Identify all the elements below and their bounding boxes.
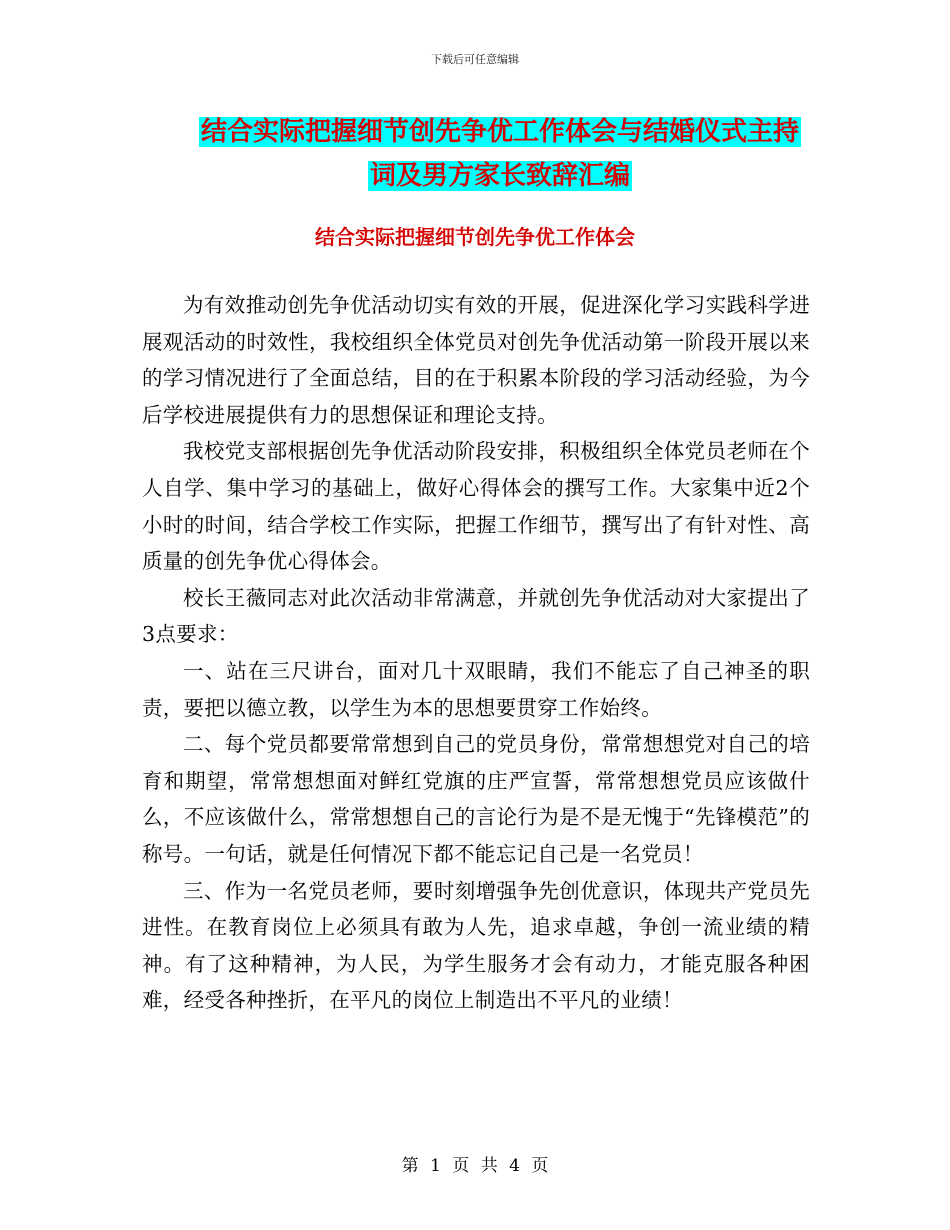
document-body <box>142 287 810 1019</box>
document-title-line-2: 词及男方家长致辞汇编 <box>369 161 630 191</box>
section-title: 结合实际把握细节创先争优工作体会 <box>315 225 635 249</box>
page-header-note: 下载后可任意编辑 <box>431 53 519 66</box>
paragraph: 二、每个党员都要常常想到自己的党员身份，常常想想党对自己的培育和期望，常常想想面对鲜红党旗的庄严宣誓，常常想想党员应该做什么，不应该做什么，常常想想自己的言论行为是不是无愧于“先锋模范”的称号。一句话，就是任何情况下都不能忘记自己是一名党员！ <box>142 732 810 866</box>
page-number-footer: 第 1 页 共 4 页 <box>401 1156 549 1176</box>
paragraph: 三、作为一名党员老师，要时刻增强争先创优意识，体现共产党员先进性。在教育岗位上必须具有敢为人先，追求卓越，争创一流业绩的精神。有了这种精神，为人民，为学生服务才会有动力，才能克服各种困难，经受各种挫折，在平凡的岗位上制造出不平凡的业绩！ <box>142 878 810 1013</box>
document-title-line-1: 结合实际把握细节创先争优工作体会与结婚仪式主持 <box>200 117 799 147</box>
paragraph: 校长王薇同志对此次活动非常满意，并就创先争优活动对大家提出了3点要求： <box>142 585 810 647</box>
paragraph: 我校党支部根据创先争优活动阶段安排，积极组织全体党员老师在个人自学、集中学习的基础上，做好心得体会的撰写工作。大家集中近2个小时的时间，结合学校工作实际，把握工作细节，撰写出了有针对性、高质量的创先争优心得体会。 <box>142 439 810 574</box>
paragraph: 为有效推动创先争优活动切实有效的开展，促进深化学习实践科学进展观活动的时效性，我校组织全体党员对创先争优活动第一阶段开展以来的学习情况进行了全面总结，目的在于积累本阶段的学习活动经验，为今后学校进展提供有力的思想保证和理论支持。 <box>142 293 810 427</box>
paragraph: 一、站在三尺讲台，面对几十双眼睛，我们不能忘了自己神圣的职责，要把以德立教，以学生为本的思想要贯穿工作始终。 <box>142 658 810 720</box>
document-title <box>190 110 810 198</box>
